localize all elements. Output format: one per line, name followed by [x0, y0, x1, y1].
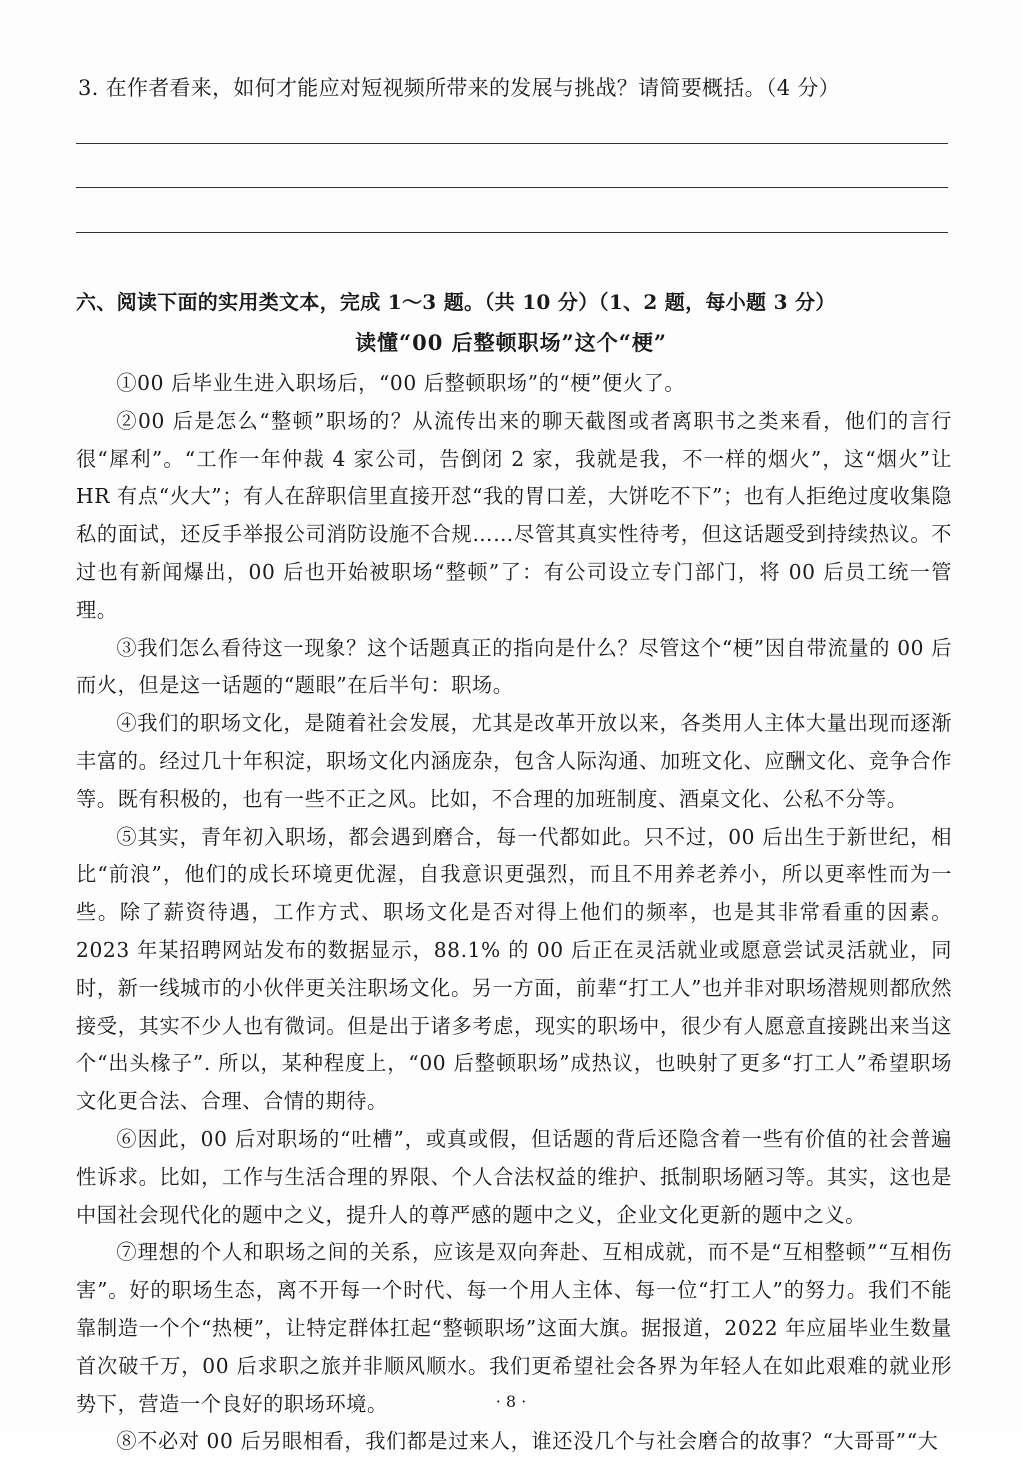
article-paragraph-5: ⑤其实，青年初入职场，都会遇到磨合，每一代都如此。只不过，00 后出生于新世纪，相比“前浪”，他们的成长环境更优渥，自我意识更强烈，而且不用养老养小，所以更率性而为一些。除了薪资待遇，工作方式、职场文化是否对得上他们的频率，也是其非常看重的因素。2023 年某招聘网站发布的数据显示，88.1% 的 00 后正在灵活就业或愿意尝试灵活就业，同时，新一线城市的小伙伴更关注职场文化。另一方面，前辈“打工人”也并非对职场潜规则都欣然接受，其实不少人也有微词。但是出于诸多考虑，现实的职场中，很少有人愿意直接跳出来当这个“出头椽子”. 所以，某种程度上，“00 后整顿职场”成热议，也映射了更多“打工人”希望职场文化更合法、合理、合情的期待。 [76, 824, 952, 1114]
answer-line-2[interactable] [76, 187, 948, 188]
article-title: 读懂“00 后整顿职场”这个“梗” [355, 330, 667, 355]
article-paragraph-4: ④我们的职场文化，是随着社会发展，尤其是改革开放以来，各类用人主体大量出现而逐渐丰富的。经过几十年积淀，职场文化内涵庞杂，包含人际沟通、加班文化、应酬文化、竞争合作等。既有积极的，也有一些不正之风。比如，不合理的加班制度、酒桌文化、公私不分等。 [76, 711, 952, 811]
article-paragraph-7: ⑦理想的个人和职场之间的关系，应该是双向奔赴、互相成就，而不是“互相整顿”“互相伤害”。好的职场生态，离不开每一个时代、每一个用人主体、每一位“打工人”的努力。我们不能靠制造一个个“热梗”，让特定群体扛起“整顿职场”这面大旗。据报道，2022 年应届毕业生数量首次破千万，00 后求职之旅并非顺风顺水。我们更希望社会各界为年轻人在如此艰难的就业形势下，营造一个良好的职场环境。 [76, 1240, 952, 1416]
question-3-prompt: 3. 在作者看来，如何才能应对短视频所带来的发展与挑战？请简要概括。（4 分） [78, 76, 840, 100]
article-paragraph-6: ⑥因此，00 后对职场的“吐槽”，或真或假，但话题的背后还隐含着一些有价值的社会普遍性诉求。比如，工作与生活合理的界限、个人合法权益的维护、抵制职场陋习等。其实，这也是中国社会现代化的题中之义，提升人的尊严感的题中之义，企业文化更新的题中之义。 [76, 1126, 952, 1227]
article-body [76, 365, 952, 1461]
answer-line-3[interactable] [76, 232, 948, 233]
article-paragraph-2: ②00 后是怎么“整顿”职场的？从流传出来的聊天截图或者离职书之类来看，他们的言行很“犀利”。“工作一年仲裁 4 家公司，告倒闭 2 家，我就是我，不一样的烟火”，这“烟火”让 HR 有点“火大”；有人在辞职信里直接开怼“我的胃口差，大饼吃不下”；也有人拒绝过度收集隐私的面试，还反手举报公司消防设施不合规……尽管其真实性待考，但这话题受到持续热议。不过也有新闻爆出，00 后也开始被职场“整顿”了：有公司设立专门部门，将 00 后员工统一管理。 [76, 408, 952, 622]
article-paragraph-8: ⑧不必对 00 后另眼相看，我们都是过来人，谁还没几个与社会磨合的故事？“大哥哥”“大 [116, 1429, 939, 1454]
article-paragraph-3: ③我们怎么看待这一现象？这个话题真正的指向是什么？尽管这个“梗”因自带流量的 00 后而火，但是这一话题的“题眼”在后半句：职场。 [76, 635, 952, 698]
article-paragraph-1: ①00 后毕业生进入职场后，“00 后整顿职场”的“梗”便火了。 [116, 371, 686, 395]
section-6-heading: 六、阅读下面的实用类文本，完成 1～3 题。（共 10 分）（1、2 题，每小题 3 分） [76, 290, 836, 314]
answer-line-1[interactable] [76, 143, 948, 144]
page-number: · 8 · [495, 1392, 527, 1411]
